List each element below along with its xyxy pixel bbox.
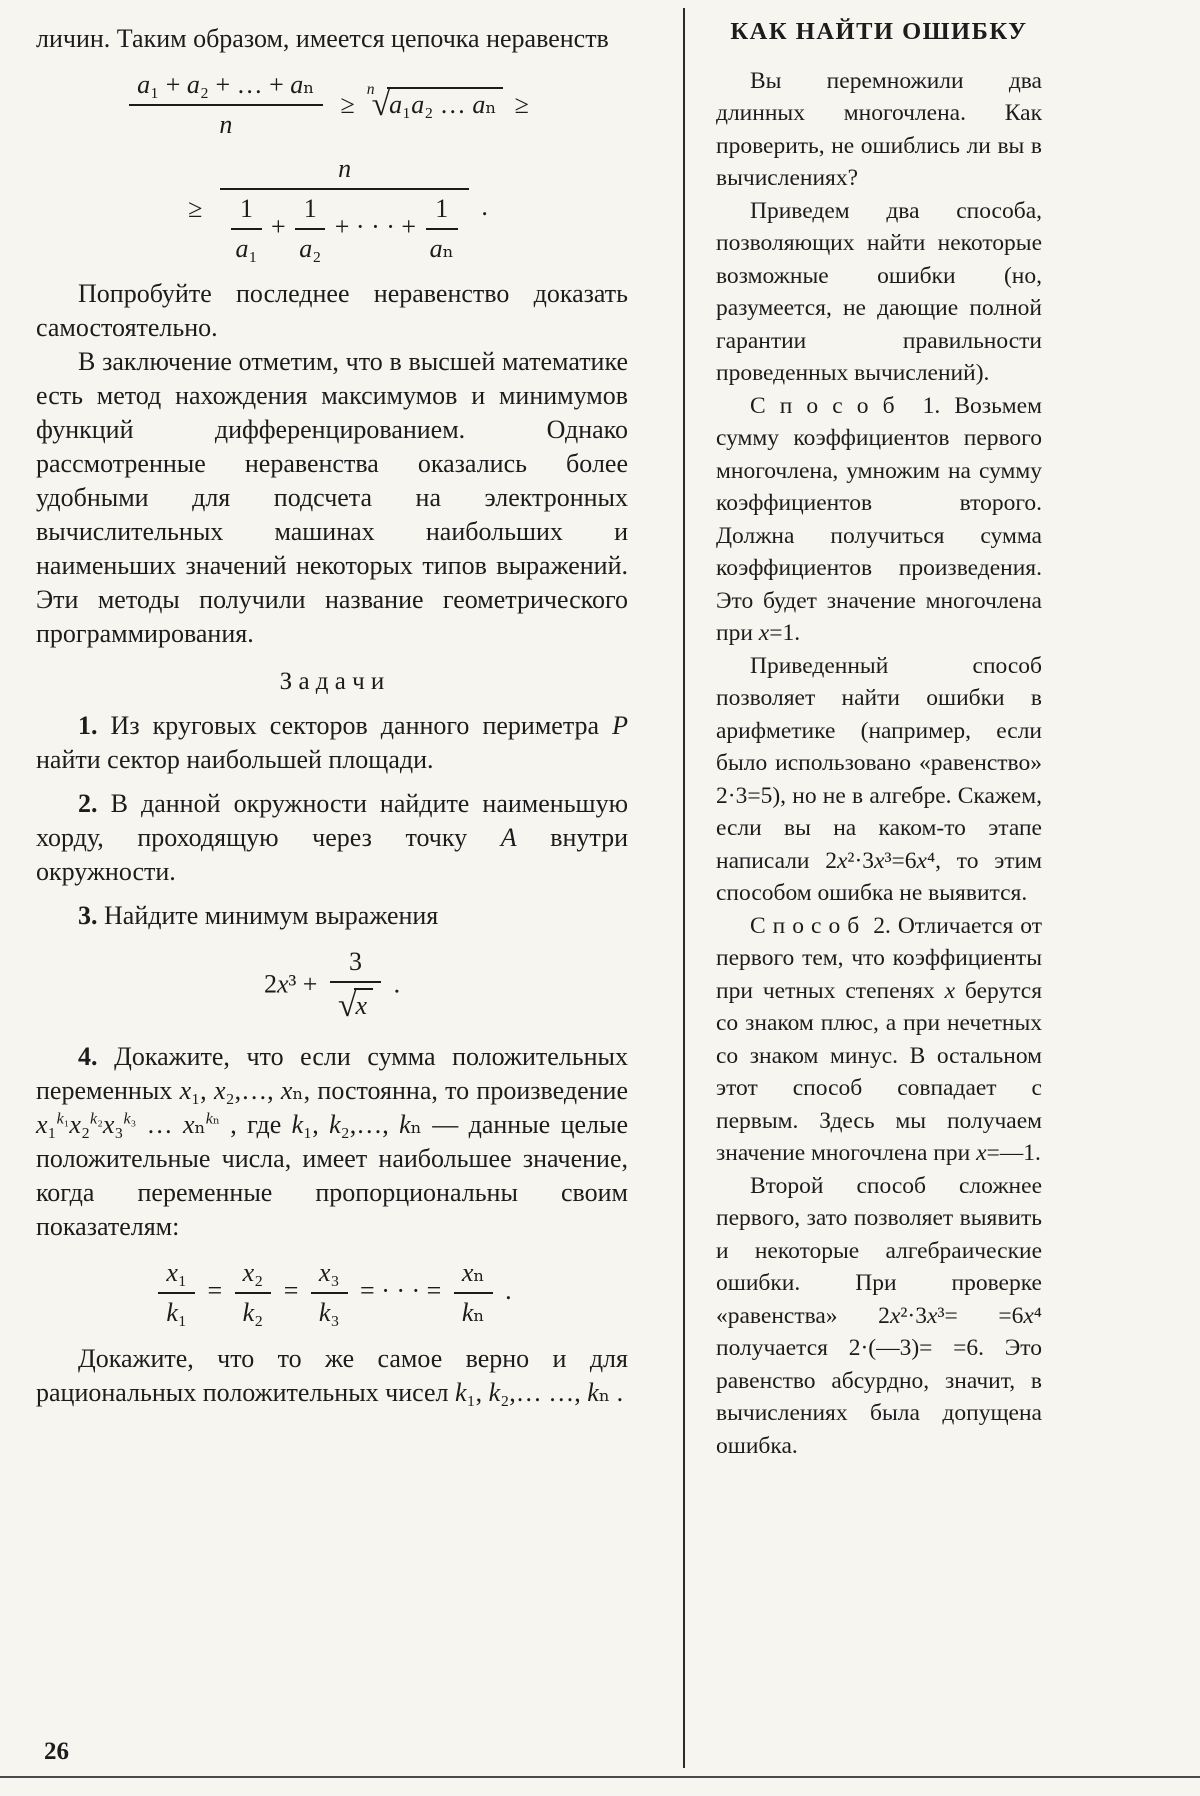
right-column (716, 16, 1042, 1462)
method-1-paragraph: С п о с о б 1. Возьмем сумму коэффициентов первого многочлена, умножим на сумму коэффициентов второго. Должна получиться сумма коэффициентов произведения. Это будет значение многочлена при x=1. (716, 392, 1042, 646)
article-title: КАК НАЙТИ ОШИБКУ (730, 18, 1028, 45)
task-4: 4. Докажите, что если сумма положительных переменных x₁, x₂,…, xₙ, постоянна, то произведение x₁$^{k_1}$x₂$^{k_2}$x₃$^{k_3}$ … xₙ$^{k_n}$ , где k₁, k₂,…, kₙ — данные целые положительные числа, имеет наибольшее значение, когда переменные пропорциональны своим показателям: (36, 1042, 629, 1242)
page-number: 26 (44, 1738, 69, 1765)
bottom-rule (0, 1776, 1200, 1778)
task-4-note: Докажите, что то же самое верно и для рациональных положительных чисел k₁, k₂,… …, kₙ . (36, 1343, 628, 1407)
method-1-limits-paragraph: Приведенный способ позволяет найти ошибки в арифметике (например, если было использовано «равенство» 2·3=5), но не в алгебре. Скажем, если вы на каком-то этапе написали 2x²·3x³=6x⁴, то этим способом ошибка не выявится. (716, 652, 1042, 906)
task-4-proportion-formula: $\frac{\text{x₁}}{\text{k₁}}$ = $\frac{\text{x₂}}{\text{k₂}}$ = $\frac{\text{x₃}}{\text{k₃}}$ = · · · = $\frac{\text{xₙ}}{\text{kₙ}}$ . (36, 1258, 628, 1328)
task-1: 1. Из круговых секторов данного периметра P найти сектор наибольшей площади. (36, 711, 628, 775)
left-column (36, 22, 628, 1410)
task-3: 3. Найдите минимум выражения (78, 901, 439, 931)
inequality-chain-formula-line-1: $\frac{\text{a₁ + a₂ + … + aₙ}}{n}$ ≥$^n$√a₁a₂ … aₙ ≥ (36, 70, 628, 140)
try-prove-paragraph: Попробуйте последнее неравенство доказать самостоятельно. (36, 279, 628, 343)
conclusion-paragraph: В заключение отметим, что в высшей математике есть метод нахождения максимумов и минимумов функций дифференцированием. Однако рассмотренные неравенства оказались более удобными для подсчета на электронных вычислительных машинах наибольших и наименьших значений некоторых типов выражений. Эти методы получили название геометрического программирования. (36, 347, 628, 649)
intro-paragraph: личин. Таким образом, имеется цепочка неравенств (36, 24, 609, 53)
method-2-example-paragraph: Второй способ сложнее первого, зато позволяет выявить и некоторые алгебраические ошибки. При проверке «равенства» 2x²·3x³= =6x⁴ получается 2·(—3)= =6. Это равенство абсурдно, значит, в вычислениях была допущена ошибка. (716, 1172, 1042, 1459)
article-paragraph-2: Приведем два способа, позволяющих найти некоторые возможные ошибки (но, разумеется, не дающие полной гарантии правильности проведенных вычислений). (716, 197, 1042, 386)
method-2-paragraph: С п о с о б 2. Отличается от первого тем, что коэффициенты при четных степенях x берутся со знаком плюс, а при нечетных со знаком минус. В остальном этот способ совпадает с первым. Здесь мы получаем значение многочлена при x=—1. (716, 912, 1042, 1166)
column-divider (683, 8, 685, 1768)
article-paragraph-1: Вы перемножили два длинных многочлена. Как проверить, не ошиблись ли вы в вычислениях? (716, 67, 1042, 191)
task-3-formula: 2x³ + $\frac{3}{√x}$ . (263, 947, 401, 1025)
tasks-heading: З а д а ч и (279, 668, 385, 696)
inequality-chain-formula-line-2: ≥ n $\frac{1}{\text{a₁}}$ + $\frac{1}{\text{a₂}}$ + · · · + $\frac{1}{\text{aₙ}}$ . (188, 153, 488, 263)
task-2: 2. В данной окружности найдите наименьшую хорду, проходящую через точку A внутри окружности. (36, 789, 628, 887)
